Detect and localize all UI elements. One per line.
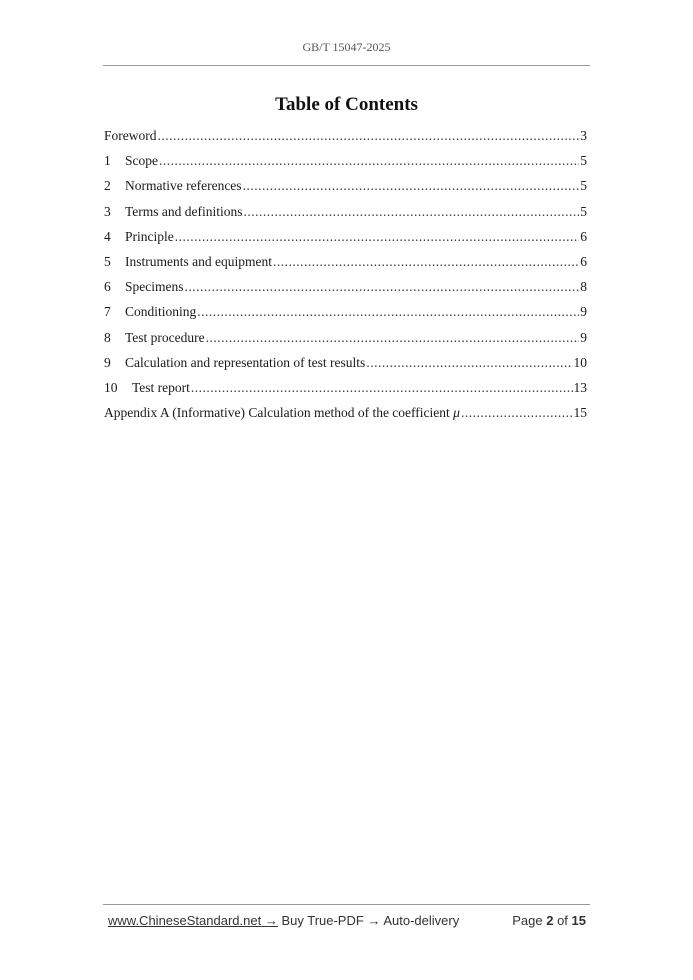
toc-dot-leader: [206, 330, 580, 346]
toc-entry-label: Specimens: [125, 279, 184, 295]
toc-entry-page: 9: [580, 304, 587, 320]
toc-dot-leader: [244, 204, 580, 220]
toc-entry-number: 10: [104, 379, 118, 395]
toc-entry-page: 10: [573, 354, 587, 370]
toc-entry-page: 15: [573, 405, 587, 421]
table-of-contents: [104, 128, 587, 430]
toc-dot-leader: [185, 279, 580, 295]
toc-entry-foreword[interactable]: [104, 128, 587, 153]
toc-entry-page: 9: [580, 329, 587, 345]
footer: [108, 913, 586, 928]
current-page-number: 2: [546, 913, 554, 928]
toc-dot-leader: [273, 254, 579, 270]
auto-delivery-text: Auto-delivery: [383, 913, 460, 928]
page-of-word: of: [557, 913, 568, 928]
mu-symbol: μ: [453, 405, 460, 421]
toc-entry-label: Normative references: [125, 178, 242, 194]
toc-entry-scope[interactable]: [104, 153, 587, 178]
toc-entry-number: 7: [104, 304, 111, 320]
toc-entry-test-procedure[interactable]: [104, 330, 587, 355]
toc-entry-number: 3: [104, 203, 111, 219]
footer-divider: [103, 904, 590, 905]
toc-entry-label: Test report: [132, 379, 190, 395]
toc-entry-number: 4: [104, 228, 111, 244]
toc-entry-normative-references[interactable]: [104, 178, 587, 203]
page-indicator: [512, 913, 586, 928]
toc-entry-number: 8: [104, 329, 111, 345]
toc-dot-leader: [159, 153, 579, 169]
toc-dot-leader: [461, 405, 573, 421]
toc-entry-label: Instruments and equipment: [125, 253, 272, 269]
chinese-standard-link[interactable]: [108, 913, 278, 928]
toc-entry-label: Calculation and representation of test results: [125, 354, 366, 370]
total-page-count: 15: [571, 913, 586, 928]
toc-entry-page: 6: [580, 253, 587, 269]
toc-entry-page: 3: [580, 128, 587, 143]
toc-dot-leader: [191, 380, 573, 396]
toc-entry-terms-and-definitions[interactable]: [104, 204, 587, 229]
toc-entry-appendix-a[interactable]: [104, 405, 587, 430]
toc-entry-conditioning[interactable]: [104, 304, 587, 329]
toc-entry-label: Scope: [125, 153, 158, 169]
toc-entry-label: Test procedure: [125, 329, 205, 345]
toc-entry-label: Conditioning: [125, 304, 197, 320]
header-doc-code: GB/T 15047-2025: [302, 40, 391, 54]
arrow-right-icon: →: [264, 913, 278, 928]
toc-dot-leader: [243, 178, 580, 194]
toc-entry-specimens[interactable]: [104, 279, 587, 304]
buy-true-pdf-text: Buy True-PDF: [281, 913, 364, 928]
toc-entry-label: Principle: [125, 228, 174, 244]
toc-dot-leader: [175, 229, 580, 245]
toc-dot-leader: [158, 128, 580, 144]
toc-title: Table of Contents: [275, 94, 418, 115]
toc-entry-page: 6: [580, 228, 587, 244]
footer-link-text: www.ChineseStandard.net: [108, 913, 262, 928]
toc-entry-page: 5: [580, 153, 587, 169]
arrow-right-icon: →: [367, 913, 381, 928]
toc-entry-page: 8: [580, 279, 587, 295]
toc-entry-label: Terms and definitions: [125, 203, 243, 219]
toc-entry-number: 9: [104, 354, 111, 370]
toc-entry-label: [104, 405, 460, 421]
toc-entry-instruments-and-equipment[interactable]: [104, 254, 587, 279]
toc-entry-label-text: Appendix A (Informative) Calculation method of the coefficient: [104, 405, 454, 421]
toc-entry-number: 1: [104, 153, 111, 169]
toc-entry-calculation-and-representation[interactable]: [104, 355, 587, 380]
page-word: Page: [512, 913, 543, 928]
toc-entry-label: Foreword: [104, 128, 157, 143]
toc-entry-page: 5: [580, 178, 587, 194]
toc-entry-principle[interactable]: [104, 229, 587, 254]
header-divider: [103, 65, 590, 66]
toc-entry-number: 6: [104, 279, 111, 295]
footer-promo: [108, 913, 459, 928]
toc-dot-leader: [366, 355, 572, 371]
toc-entry-number: 5: [104, 253, 111, 269]
toc-dot-leader: [197, 304, 579, 320]
toc-entry-page: 13: [573, 379, 587, 395]
toc-entry-page: 5: [580, 203, 587, 219]
toc-entry-test-report[interactable]: [104, 380, 587, 405]
toc-entry-number: 2: [104, 178, 111, 194]
